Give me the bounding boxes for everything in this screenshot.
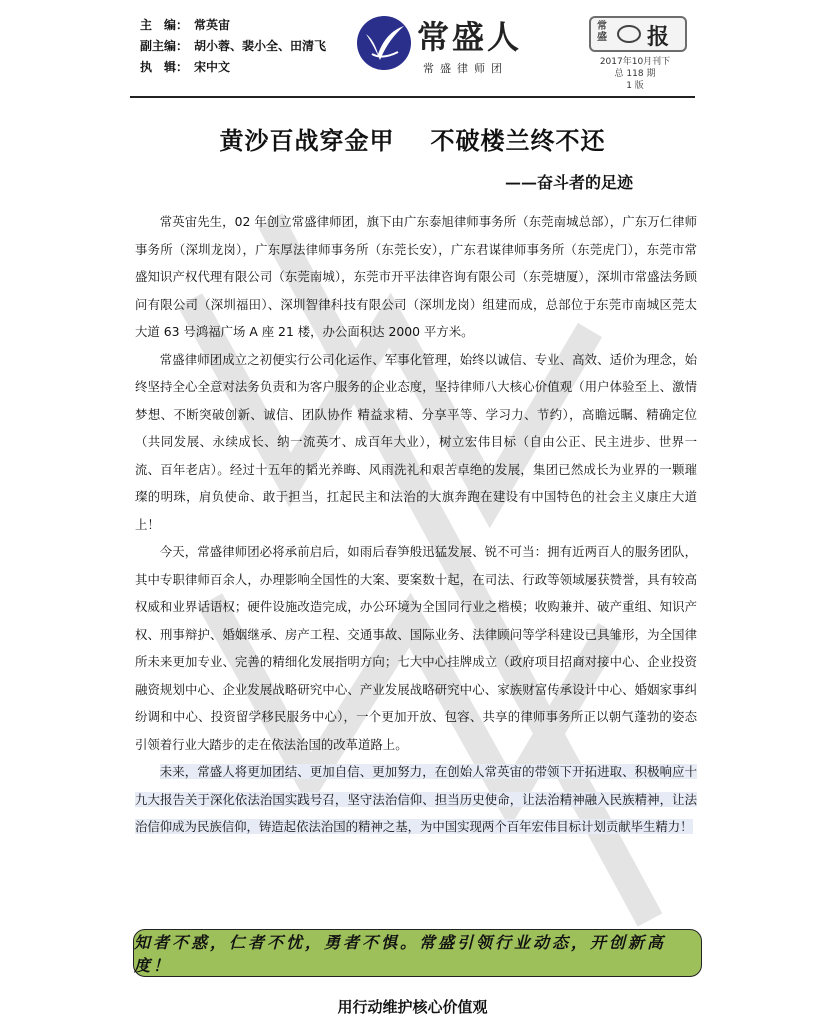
stamp-emblem-icon — [617, 25, 641, 43]
motto-banner: 知者不惑，仁者不忧，勇者不惧。常盛引领行业动态，开创新高度！ — [133, 929, 702, 977]
article-paragraph: 常盛律师团成立之初便实行公司化运作、军事化管理，始终以诚信、专业、高效、适价为理念，始终坚持全心全意对法务负责和为客户服务的企业态度，坚持律师八大核心价值观（用户体验至上、激情梦想、不断突破创新、诚信、团队协作 精益求精、分享平等、学习力、节约），高瞻远瞩、精确定位（共同发展、永续成长、纳一流英才、成百年大业），树立宏伟目标（自由公正、民主进步、世界一流、百年老店）。经过十五年的韬光养晦、风雨洗礼和艰苦卓绝的发展，集团已然成长为业界的一颗璀璨的明珠，肩负使命、敢于担当，扛起民主和法治的大旗奔跑在建设有中国特色的社会主义康庄大道上！ — [135, 351, 697, 532]
executive-editor-label: 执 辑： — [140, 60, 189, 74]
brand-subtitle: 常盛律师团 — [423, 62, 508, 75]
article-paragraph-text: 未来，常盛人将更加团结、更加自信、更加努力，在创始人常英宙的带领下开拓进取、积极响应十九大报告关于深化依法治国实践号召，坚守法治信仰、担当历史使命，让法治精神融入民族精神，让法治信仰成为民族信仰，铸造起依法治国的精神之基，为中国实现两个百年宏伟目标计划贡献毕生精力！ — [135, 764, 697, 834]
footer-title: 用行动维护核心价值观 — [337, 998, 488, 1016]
masthead-credits — [140, 15, 326, 78]
changsheng-logo-icon — [352, 14, 416, 72]
editor-name: 常英宙 — [194, 18, 231, 32]
newspaper-stamp — [589, 16, 687, 52]
header-divider — [130, 96, 695, 98]
stamp-big-text: 报 — [647, 25, 670, 50]
deputy-editor-names: 胡小蓉、裴小全、田清飞 — [194, 39, 327, 53]
issue-date: 2017年10月刊下 — [599, 57, 671, 67]
issue-page: 1 版 — [626, 81, 644, 91]
brand-title: 常盛人 — [417, 18, 523, 56]
issue-number: 总 118 期 — [614, 69, 656, 79]
article-paragraph: 今天，常盛律师团必将承前启后，如雨后春笋般迅猛发展、锐不可当：拥有近两百人的服务团队，其中专职律师百余人，办理影响全国性的大案、要案数十起，在司法、行政等领域屡获赞誉，具有较高权威和业界话语权；硬件设施改造完成，办公环境为全国同行业之楷模；收购兼并、破产重组、知识产权、刑事辩护、婚姻继承、房产工程、交通事故、国际业务、法律顾问等学科建设已具雏形，为全国律所未来更加专业、完善的精细化发展指明方向；七大中心挂牌成立（政府项目招商对接中心、企业投资融资规划中心、企业发展战略研究中心、产业发展战略研究中心、家族财富传承设计中心、婚姻家事纠纷调和中心、投资留学移民服务中心），一个更加开放、包容、共享的律师事务所正以朝气蓬勃的姿态引领着行业大踏步的走在依法治国的改革道路上。 — [135, 544, 697, 752]
executive-editor-name: 宋中文 — [194, 60, 231, 74]
article-paragraph: 常英宙先生，02 年创立常盛律师团，旗下由广东泰旭律师事务所（东莞南城总部），广东万仁律师事务所（深圳龙岗），广东厚法律师事务所（东莞长安），广东君谋律师事务所（东莞虎门），东莞市常盛知识产权代理有限公司（东莞南城），东莞市开平法律咨询有限公司（东莞塘厦），深圳市常盛法务顾问有限公司（深圳福田）、深圳智律科技有限公司（深圳龙岗）组建而成，总部位于东莞市南城区莞太大道 63 号鸿福广场 A 座 21 楼，办公面积达 2000 平方米。 — [135, 214, 697, 339]
issue-info — [575, 56, 695, 92]
stamp-small-text: 常盛 — [597, 21, 607, 43]
deputy-editor-label: 副主编： — [140, 39, 189, 53]
article-title-part2: 不破楼兰终不还 — [430, 126, 606, 155]
article-paragraph-highlighted — [135, 758, 697, 841]
article-title-part1: 黄沙百战穿金甲 — [219, 126, 395, 155]
article-title — [130, 121, 695, 156]
executive-editor-line — [140, 57, 326, 78]
deputy-editor-line — [140, 36, 326, 57]
article-body — [135, 208, 697, 841]
article-subtitle: ——奋斗者的足迹 — [505, 173, 634, 192]
editor-label: 主 编： — [140, 18, 189, 32]
editor-line — [140, 15, 326, 36]
